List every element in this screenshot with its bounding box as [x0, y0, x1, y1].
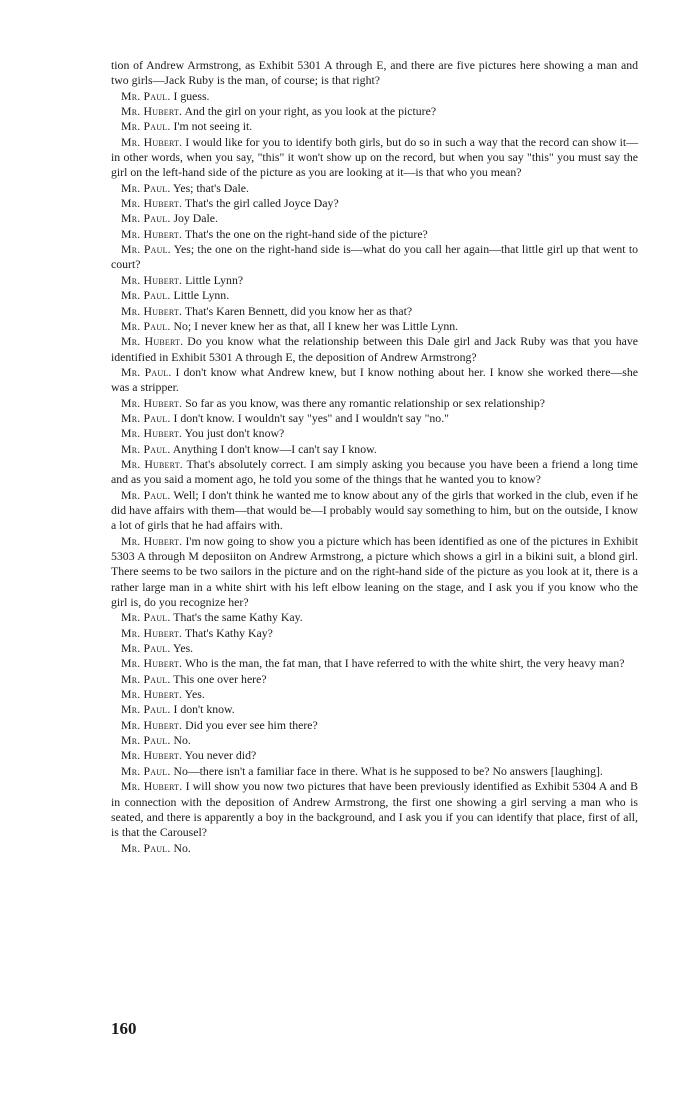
speaker-label: Mr. Hubert.: [121, 395, 183, 410]
speaker-label: Mr. Hubert.: [121, 272, 183, 287]
speaker-label: Mr. Hubert.: [121, 656, 183, 671]
speaker-label: Mr. Paul.: [121, 840, 171, 855]
speaker-label: Mr. Paul.: [121, 88, 171, 103]
transcript-paragraph: [111, 319, 638, 334]
transcript-paragraph: [111, 610, 638, 625]
page-number: 160: [111, 1019, 137, 1038]
speech-text: I guess.: [173, 88, 210, 103]
transcript-paragraph: [111, 89, 638, 104]
speaker-label: Mr. Hubert.: [121, 104, 183, 119]
speech-text: Little Lynn?: [185, 272, 244, 287]
transcript-paragraph: [111, 181, 638, 196]
speech-text: Yes.: [173, 641, 194, 656]
transcript-paragraph: [111, 288, 638, 303]
speech-text: No; I never knew her as that, all I knew her was Little Lynn.: [173, 318, 459, 333]
transcript-paragraph: [111, 411, 638, 426]
speaker-label: Mr. Hubert.: [121, 134, 183, 149]
speech-text: That's the one on the right-hand side of the picture?: [184, 226, 428, 241]
transcript-paragraph: [111, 104, 638, 119]
transcript-paragraph: [111, 119, 638, 134]
speech-text: Yes.: [184, 687, 205, 702]
speech-text: No—there isn't a familiar face in there. What is he supposed to be? No answers [laughing].: [173, 763, 603, 778]
speech-text: Little Lynn.: [173, 288, 230, 303]
speech-text: Did you ever see him there?: [185, 717, 318, 732]
speaker-label: Mr. Paul.: [121, 211, 171, 226]
speech-text: I don't know.: [173, 702, 235, 717]
speaker-label: Mr. Hubert.: [121, 687, 183, 702]
speaker-label: Mr. Hubert.: [121, 334, 184, 349]
speech-text: That's the same Kathy Kay.: [173, 610, 303, 625]
speaker-label: Mr. Paul.: [121, 242, 171, 257]
speaker-label: Mr. Paul.: [121, 364, 172, 379]
transcript-page: [111, 58, 638, 856]
transcript-paragraph: [111, 488, 638, 534]
speaker-label: Mr. Hubert.: [121, 456, 183, 471]
speech-text: No.: [173, 733, 191, 748]
transcript-paragraph: [111, 841, 638, 856]
transcript-paragraph: [111, 764, 638, 779]
speaker-label: Mr. Hubert.: [121, 779, 183, 794]
transcript-paragraph: [111, 626, 638, 641]
speaker-label: Mr. Hubert.: [121, 426, 183, 441]
speech-text: Anything I don't know—I can't say I know.: [172, 441, 377, 456]
transcript-paragraph: [111, 227, 638, 242]
transcript-paragraph: [111, 672, 638, 687]
transcript-paragraph: [111, 334, 638, 365]
transcript-paragraph: [111, 718, 638, 733]
speech-text: I would like for you to identify both girls, but do so in such a way that the record can show it—in other words, when you say, "this" it won't show up on the record, but when you say "this" you must say the girl on the left-hand side of the picture as you are looking at it—is that who you mean?: [111, 134, 639, 180]
speech-text: I will show you now two pictures that have been previously identified as Exhibit 5304 A and B in connection with the deposition of Andrew Armstrong, the first one showing a girl serving a man who is seated, and there is apparently a boy in the background, and I ask you if you can identify that place, first of all, is that the Carousel?: [111, 779, 638, 840]
speaker-label: Mr. Hubert.: [121, 533, 183, 548]
transcript-paragraph: [111, 687, 638, 702]
speaker-label: Mr. Hubert.: [121, 226, 183, 241]
speaker-label: Mr. Paul.: [121, 119, 171, 134]
speaker-label: Mr. Hubert.: [121, 717, 183, 732]
speech-text: And the girl on your right, as you look at the picture?: [184, 104, 437, 119]
speech-text: I'm now going to show you a picture which has been identified as one of the pictures in Exhibit 5303 A through M deposiiton on Andrew Armstrong, a picture which shows a girl in a bikini suit, a blond girl. There seems to be two sailors in the picture and on the right-hand side of the picture as you look at it, there is a rather large man in a white shirt with his left elbow leaning on the stage, and I ask you if you know who the girl is, do you recognize her?: [111, 533, 639, 610]
speech-text: That's Karen Bennett, did you know her as that?: [184, 303, 413, 318]
transcript-paragraph: [111, 211, 638, 226]
transcript-paragraph: [111, 242, 638, 273]
transcript-paragraph: [111, 656, 638, 671]
transcript-paragraph: [111, 196, 638, 211]
speaker-label: Mr. Paul.: [121, 487, 171, 502]
speech-text: I don't know. I wouldn't say "yes" and I wouldn't say "no.": [173, 410, 449, 425]
speech-text: tion of Andrew Armstrong, as Exhibit 5301 A through E, and there are five pictures here showing a man and two girls—Jack Ruby is the man, of course; is that right?: [111, 58, 638, 88]
speech-text: You never did?: [184, 748, 257, 763]
speaker-label: Mr. Paul.: [121, 610, 171, 625]
transcript-paragraph: [111, 365, 638, 396]
speaker-label: Mr. Paul.: [121, 702, 171, 717]
speech-text: Yes; that's Dale.: [173, 180, 249, 195]
speech-text: You just don't know?: [184, 426, 285, 441]
speaker-label: Mr. Paul.: [121, 410, 171, 425]
speech-text: This one over here?: [173, 671, 267, 686]
speech-text: Yes; the one on the right-hand side is—what do you call her again—that little girl up that went to court?: [111, 242, 638, 272]
transcript-paragraph: [111, 135, 638, 181]
transcript-paragraph: [111, 534, 638, 611]
speech-text: That's absolutely correct. I am simply asking you because you have been a friend a long time and as you said a moment ago, he told you some of the things that he wanted you to know?: [111, 456, 638, 487]
transcript-paragraph: [111, 442, 638, 457]
speaker-label: Mr. Paul.: [121, 671, 171, 686]
transcript-paragraph: [111, 396, 638, 411]
transcript-paragraph: [111, 779, 638, 840]
speech-text: Who is the man, the fat man, that I have referred to with the white shirt, the very heavy man?: [184, 656, 625, 671]
transcript-paragraph: [111, 457, 638, 488]
transcript-paragraph: [111, 641, 638, 656]
transcript-paragraph: [111, 748, 638, 763]
transcript-paragraph: [111, 273, 638, 288]
speech-text: Well; I don't think he wanted me to know about any of the girls that worked in the club, even if he did have affairs with them—that would be—I probably would say something to him, but on the outside, I know a lot of girls that he had affairs with.: [111, 487, 638, 533]
speaker-label: Mr. Paul.: [121, 180, 171, 195]
speech-text: That's Kathy Kay?: [184, 625, 273, 640]
speaker-label: Mr. Paul.: [121, 441, 171, 456]
speech-text: That's the girl called Joyce Day?: [184, 196, 339, 211]
transcript-paragraph: [111, 58, 638, 89]
speaker-label: Mr. Paul.: [121, 763, 171, 778]
speaker-label: Mr. Hubert.: [121, 625, 183, 640]
speaker-label: Mr. Paul.: [121, 318, 171, 333]
speaker-label: Mr. Paul.: [121, 733, 171, 748]
speech-text: Joy Dale.: [173, 211, 218, 226]
speech-text: No.: [173, 840, 191, 855]
speaker-label: Mr. Hubert.: [121, 748, 183, 763]
speaker-label: Mr. Paul.: [121, 641, 171, 656]
transcript-paragraph: [111, 733, 638, 748]
speech-text: I'm not seeing it.: [173, 119, 253, 134]
transcript-paragraph: [111, 304, 638, 319]
speech-text: So far as you know, was there any romantic relationship or sex relationship?: [185, 395, 546, 410]
speech-text: Do you know what the relationship between this Dale girl and Jack Ruby was that you have identified in Exhibit 5301 A through E, the deposition of Andrew Armstrong?: [111, 334, 639, 364]
speech-text: I don't know what Andrew knew, but I know nothing about her. I know she worked there—she was a stripper.: [111, 364, 638, 395]
transcript-paragraph: [111, 426, 638, 441]
transcript-paragraph: [111, 702, 638, 717]
speaker-label: Mr. Hubert.: [121, 196, 183, 211]
speaker-label: Mr. Hubert.: [121, 303, 183, 318]
speaker-label: Mr. Paul.: [121, 288, 171, 303]
